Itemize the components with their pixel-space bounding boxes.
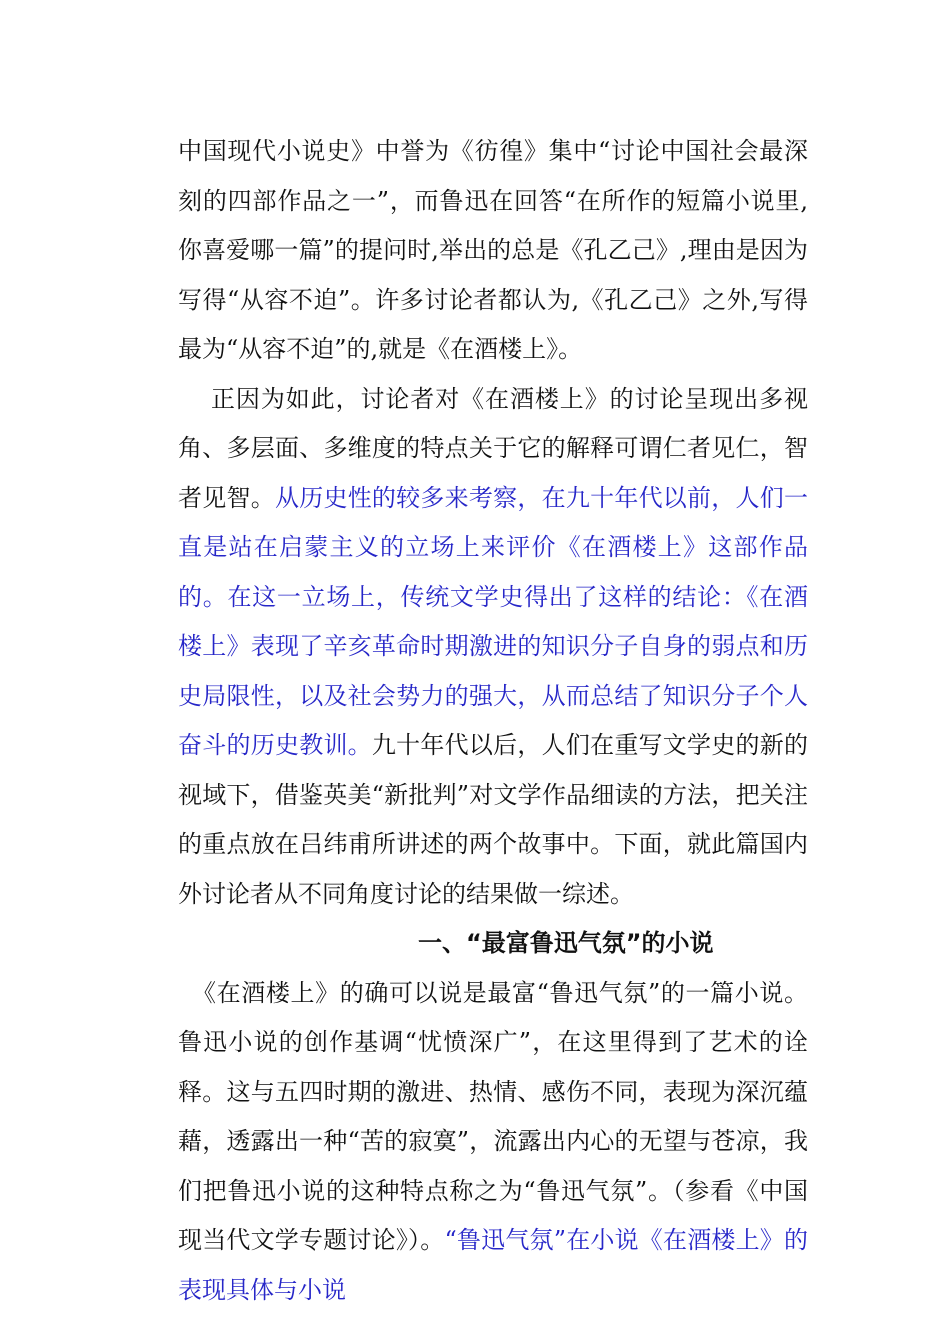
paragraph-1-text: 中国现代小说史》中誉为《彷徨》集中“讨论中国社会最深刻的四部作品之一”，而鲁迅在回答“在所作的短篇小说里,你喜爱哪一篇”的提问时,举出的总是《孔乙己》,理由是因为写得“从容不迫”。许多讨论者都认为,《孔乙己》之外,写得最为“从容不迫”的,就是《在酒楼上》。 bbox=[178, 137, 808, 363]
document-page bbox=[178, 127, 808, 1315]
section-heading: 一、“最富鲁迅气氛”的小说 bbox=[418, 929, 714, 957]
paragraph-3-highlight: “鲁迅气氛”在小说《在酒楼上》的表现具体与小说 bbox=[178, 1226, 809, 1304]
paragraph-3 bbox=[178, 969, 808, 1316]
paragraph-2 bbox=[178, 375, 808, 920]
paragraph-2-highlight: 从历史性的较多来考察，在九十年代以前，人们一直是站在启蒙主义的立场上来评价《在酒楼上》这部作品的。在这一立场上，传统文学史得出了这样的结论：《在酒楼上》表现了辛亥革命时期激进的知识分子自身的弱点和历史局限性，以及社会势力的强大，从而总结了知识分子个人奋斗的历史教训。 bbox=[178, 483, 809, 759]
paragraph-2-intro: 正因为如此，讨论者对《在酒楼上》的讨论呈现出多视角、多层面、多维度的特点关于它的解释可谓仁者见仁，智者见智。 bbox=[178, 384, 808, 512]
paragraph-1 bbox=[178, 127, 808, 375]
paragraph-3-text: 《在酒楼上》的确可以说是最富“鲁迅气氛”的一篇小说。鲁迅小说的创作基调“忧愤深广”，在这里得到了艺术的诠释。这与五四时期的激进、热情、感伤不同，表现为深沉蕴藉，透露出一种“苦的寂寞”，流露出内心的无望与苍凉，我们把鲁迅小说的这种特点称之为“鲁迅气氛”。（参看《中国现当代文学专题讨论》）。 bbox=[178, 978, 808, 1254]
paragraph-2-rest: 九十年代以后，人们在重写文学史的新的视域下，借鉴英美“新批判”对文学作品细读的方法，把关注的重点放在吕纬甫所讲述的两个故事中。下面，就此篇国内外讨论者从不同角度讨论的结果做一综述。 bbox=[178, 731, 809, 908]
